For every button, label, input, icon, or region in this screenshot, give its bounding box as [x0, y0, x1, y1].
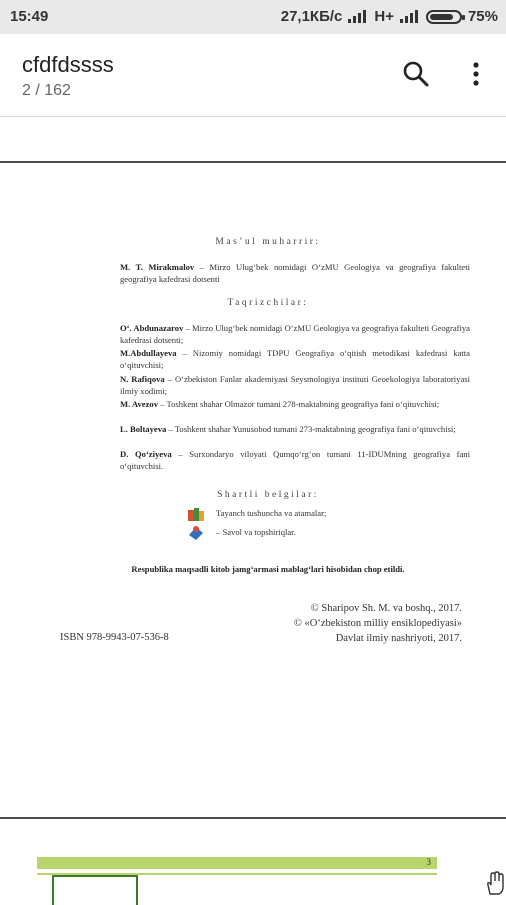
reviewer-entry: [120, 322, 470, 346]
status-time: 15:49: [10, 8, 49, 25]
page-indicator: 2 / 162: [22, 82, 71, 99]
reviewer-text: – O‘zbekiston Fanlar akademiyasi Seysmologiya instituti Geoekologiya laboratoriyasi ilmiy xodimi;: [120, 374, 470, 396]
reviewer-text: – Surxondaryo viloyati Qumqo‘rg‘on tumani 11-IDUMning geografiya fani o‘qituvchisi.: [120, 449, 470, 471]
reviewer-name: M.Abdullayeva: [120, 348, 177, 358]
symbols-heading: Shartli belgilar:: [217, 490, 319, 500]
reviewer-name: D. Qo‘ziyeva: [120, 449, 172, 459]
reviewer-text: – Nizomiy nomidagi TDPU Geografiya o‘qitish metodikasi kafedrasi katta o‘qituvchisi;: [120, 348, 470, 370]
reviewers-heading: Taqrizchilar:: [227, 298, 309, 308]
reviewer-text: – Toshkent shahar Yunusobod tumani 273-maktabning geografiya fani o‘qituvchisi;: [166, 424, 456, 434]
next-page-box: [52, 875, 138, 905]
app-bar: [0, 34, 506, 117]
responsible-editor-heading: Mas’ul muharrir:: [215, 237, 321, 247]
copyright-line: © «O‘zbekiston milliy ensiklopediyasi»: [293, 618, 462, 629]
responsible-editor-entry: [120, 261, 470, 285]
reviewer-name: M. Avezov: [120, 399, 159, 409]
reviewer-name: N. Rafiqova: [120, 374, 165, 384]
next-page-header-bar: [37, 857, 437, 869]
status-bar: [0, 0, 506, 34]
books-icon: [186, 504, 206, 522]
copyright-line: © Sharipov Sh. M. va boshq., 2017.: [310, 603, 462, 614]
reviewer-entry: [120, 448, 470, 472]
reviewer-entry: [120, 347, 470, 371]
next-page-number: 3: [426, 857, 431, 867]
net-speed: 27,1КБ/с: [280, 8, 343, 25]
search-button[interactable]: [398, 56, 434, 92]
reviewer-entry: [120, 398, 470, 410]
reviewer-text: – Mirzo Ulug‘bek nomidagi O‘zMU Geologiya va geografiya fakulteti Geografiya kafedrasi dotsenti;: [120, 323, 470, 345]
reviewer-name: O‘. Abdunazarov: [120, 323, 184, 333]
isbn: ISBN 978-9943-07-536-8: [60, 632, 169, 643]
page-separator: [0, 161, 506, 163]
editor-name: M. T. Mirakmalov: [120, 262, 195, 272]
question-hand-icon: [186, 523, 206, 541]
reviewer-name: L. Boltayeva: [120, 424, 167, 434]
battery-level: 75%: [467, 8, 498, 25]
legend-text: Tayanch tushuncha va atamalar;: [216, 508, 327, 518]
editor-text: – Mirzo Ulug‘bek nomidagi O‘zMU Geologiya va geografiya fakulteti geografiya kafedrasi dotsenti: [120, 262, 470, 284]
document-viewer[interactable]: [0, 117, 506, 900]
reviewer-text: – Toshkent shahar Olmazor tumani 278-maktabning geografiya fani o‘qituvchisi;: [158, 399, 440, 409]
battery-icon: [426, 10, 462, 24]
document-title: cfdfdssss: [22, 52, 114, 77]
signal-icon: [348, 10, 368, 23]
page-separator: [0, 817, 506, 819]
legend-text: – Savol va topshiriqlar.: [216, 527, 296, 537]
copyright-line: Davlat ilmiy nashriyoti, 2017.: [335, 633, 462, 644]
publication-note: Respublika maqsadli kitob jamg‘armasi mablag‘lari hisobidan chop etildi.: [131, 564, 405, 574]
search-icon: [398, 56, 434, 92]
hand-cursor-icon: [484, 870, 506, 896]
more-vert-icon: [458, 56, 494, 92]
more-options-button[interactable]: [458, 56, 494, 92]
reviewer-entry: [120, 373, 470, 397]
status-right: [281, 8, 498, 25]
network-type: H+: [374, 8, 394, 25]
signal-icon: [400, 10, 420, 23]
reviewer-entry: [120, 423, 470, 435]
